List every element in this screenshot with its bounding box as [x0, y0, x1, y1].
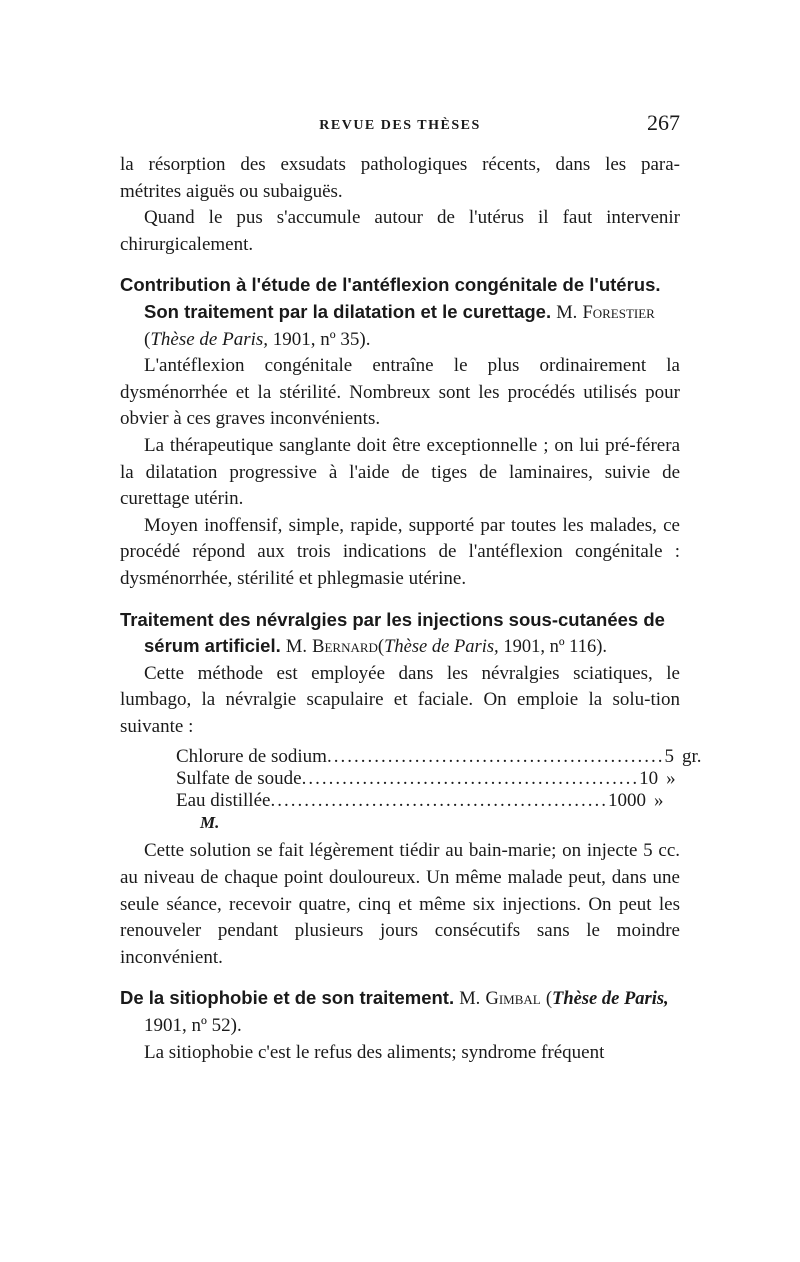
- author-name: Forestier: [582, 302, 655, 323]
- page: [120, 110, 702, 1066]
- entry-gimbal: [120, 985, 680, 1066]
- entry-title-text: Traitement des névralgies par les injections sous-cutanées de sérum artificiel.: [120, 608, 665, 657]
- paragraph: La sitiophobie c'est le refus des aliments; syndrome fréquent: [144, 1041, 605, 1063]
- ingredient-name: Sulfate de soude: [176, 768, 302, 790]
- ingredient-quantity: 10: [639, 768, 659, 790]
- leader-dots: ..................................................: [270, 790, 608, 812]
- paragraph: Moyen inoffensif, simple, rapide, supporté par toutes les malades, ce procédé répond aux trois indications de l'antéflexion congénitale : dysménorrhée, stérilité et phlegmasie utérine.: [120, 514, 680, 589]
- formula-misce: M.: [200, 813, 220, 833]
- author-prefix: M.: [459, 989, 481, 1010]
- ingredient-quantity: 1000: [607, 790, 646, 812]
- running-title: REVUE DES THÈSES: [319, 118, 481, 133]
- ingredient-quantity: 5: [664, 746, 674, 768]
- ref-number: 1901, nº 116).: [498, 637, 608, 658]
- formula-table: [176, 746, 702, 834]
- formula-row: [176, 768, 676, 790]
- entry-title-text: De la sitiophobie et de son traitement.: [120, 987, 455, 1009]
- paragraph: Cette méthode est employée dans les névralgies sciatiques, le lumbago, la névralgie scapulaire et faciale. On emploie la solu-tion suivante :: [120, 662, 680, 737]
- intro-paragraph-line-2: métrites aiguës ou subaiguës.: [120, 180, 343, 202]
- ref-open: (: [377, 637, 385, 658]
- intro-paragraph-2: Quand le pus s'accumule autour de l'utérus il faut intervenir chirurgicalement.: [120, 207, 680, 255]
- ingredient-unit: »: [666, 768, 676, 790]
- ingredient-name: Eau distillée: [176, 790, 271, 812]
- author-prefix: M.: [285, 637, 307, 658]
- page-header: [120, 110, 680, 138]
- ingredient-name: Chlorure de sodium: [176, 746, 327, 768]
- ref-source: Thèse de Paris,: [552, 989, 669, 1010]
- ref-source: Thèse de Paris,: [150, 328, 269, 350]
- leader-dots: ..................................................: [301, 768, 640, 790]
- entry-title: [120, 272, 680, 326]
- leader-dots: ..................................................: [326, 746, 665, 768]
- thesis-reference: 1901, nº 52).: [144, 1015, 242, 1037]
- paragraph: Cette solution se fait légèrement tiédir au bain-marie; on injecte 5 cc. au niveau de chaque point douloureux. Un même malade peut, dans une seule séance, recevoir quatre, cinq et même six injections. On peut les renouveler pendant plusieurs jours consécutifs sans le moindre inconvénient.: [120, 840, 680, 968]
- ingredient-unit: »: [653, 790, 664, 812]
- entry-title-text: Contribution à l'étude de l'antéflexion congénitale de l'utérus. Son traitement par la dilatation et le curettage.: [120, 274, 661, 322]
- paragraph: La thérapeutique sanglante doit être exceptionnelle ; on lui pré-férera la dilatation progressive à l'aide de tiges de laminaires, suivie de curettage utérin.: [120, 434, 680, 510]
- ingredient-unit: gr.: [681, 746, 702, 768]
- author-name: Gimbal: [485, 989, 541, 1010]
- intro-paragraph-line-1: la résorption des exsudats pathologiques récents, dans les para-: [120, 154, 680, 175]
- page-number: 267: [647, 110, 680, 135]
- ref-number: 1901, nº 35).: [268, 328, 371, 350]
- ref-open: (: [144, 328, 151, 350]
- formula-row: [176, 790, 664, 812]
- entry-bernard: [120, 607, 702, 972]
- thesis-reference: [120, 327, 680, 354]
- author-prefix: M.: [556, 302, 578, 323]
- ref-open: (: [545, 989, 553, 1010]
- author-name: Bernard: [312, 637, 378, 658]
- entry-title: [120, 607, 680, 661]
- entry-title: [120, 985, 680, 1013]
- ref-source: Thèse de Paris,: [384, 637, 499, 658]
- formula-row: [176, 746, 702, 768]
- entry-forestier: [120, 272, 680, 592]
- paragraph: L'antéflexion congénitale entraîne le plus ordinairement la dysménorrhée et la stérilité. Nombreux sont les procédés utilisés pour obvier à ces graves inconvénients.: [120, 355, 680, 430]
